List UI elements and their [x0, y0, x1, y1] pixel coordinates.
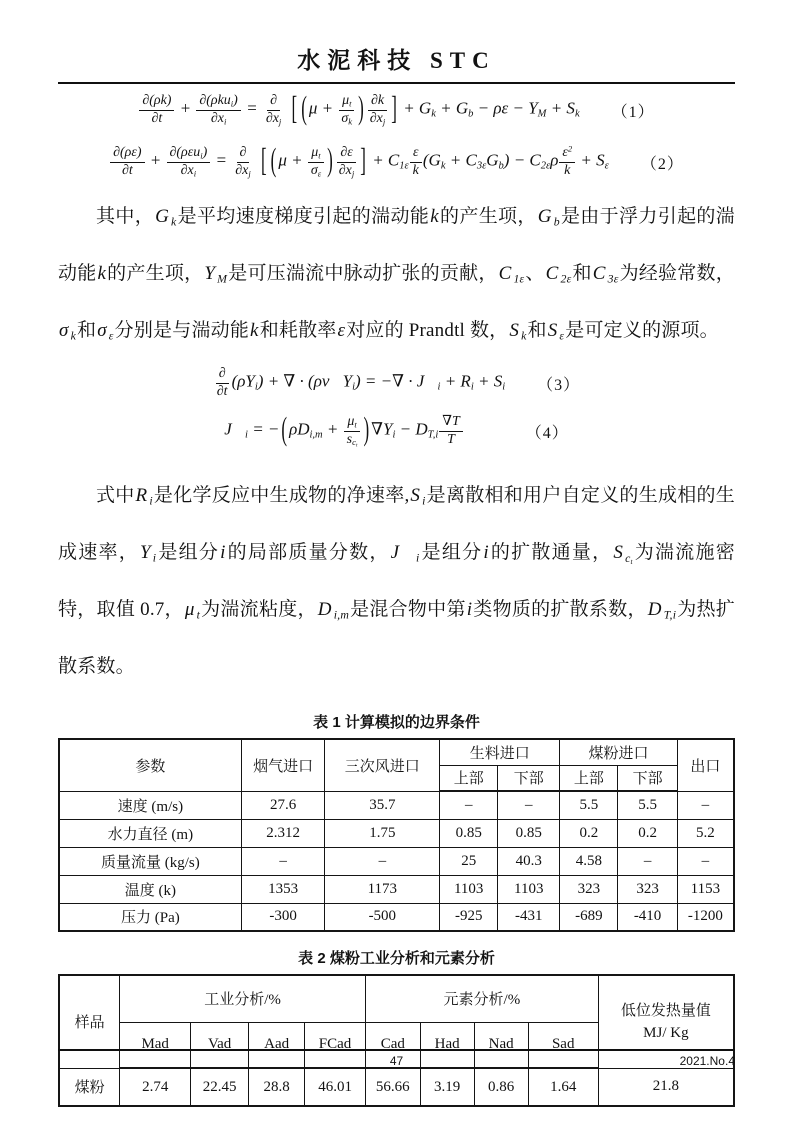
table-cell: 5.5	[560, 791, 618, 819]
table-header-row	[59, 975, 734, 1022]
header-cell-tertiary-air-inlet: 三次风进口	[325, 739, 440, 791]
row-label: 速度 (m/s)	[59, 791, 241, 819]
equation-3-number: （3）	[537, 376, 581, 394]
boundary-conditions-table	[58, 738, 735, 932]
row-label: 质量流量 (kg/s)	[59, 847, 241, 875]
table1-header	[59, 739, 734, 791]
row-label: 压力 (Pa)	[59, 903, 241, 931]
table-cell: 22.45	[191, 1068, 249, 1106]
header-cell-raw-meal-inlet: 生料进口	[440, 739, 560, 765]
journal-title: 水泥科技 STC	[297, 48, 496, 73]
table-cell: 5.2	[677, 819, 734, 847]
table-cell: 1173	[325, 875, 440, 903]
table1-caption: 表 1 计算模拟的边界条件	[313, 714, 480, 731]
equation-3	[58, 359, 735, 407]
issue-label: 2021.No.4	[679, 1054, 735, 1068]
table-row	[59, 875, 734, 903]
table-cell: 5.5	[618, 791, 677, 819]
table-cell: –	[618, 847, 677, 875]
table-cell: –	[498, 791, 560, 819]
table-cell: 1.75	[325, 819, 440, 847]
header-cell-lower: 下部	[618, 765, 677, 791]
equation-3-formula: $\frac{\partial}{\partial t}$ $(\rho Y_i)$ + ∇ · $(\rho v⃗Y_i)$ = −∇ · $J⃗_i + R_i + S_i$	[216, 366, 506, 399]
table-cell: 27.6	[241, 791, 325, 819]
table-cell: -410	[618, 903, 677, 931]
table-cell: –	[677, 791, 734, 819]
table-cell: -925	[440, 903, 498, 931]
table-cell: 0.2	[560, 819, 618, 847]
table-cell: -689	[560, 903, 618, 931]
table2-body	[59, 1068, 734, 1106]
header-cell-cad: Cad	[365, 1022, 420, 1068]
lhv-label-line2: MJ/ Kg	[643, 1024, 689, 1041]
table-cell: 0.2	[618, 819, 677, 847]
header-cell-aad: Aad	[249, 1022, 305, 1068]
page-number: 47	[389, 1054, 404, 1068]
table-row	[59, 819, 734, 847]
footer-row	[58, 1054, 735, 1068]
body-paragraph-1: 其中，G $_k$是平均速度梯度引起的湍动能k的产生项，G $_b$是由于浮力引起的湍动能k的产生项，Y $_M$是可压湍流中脉动扩张的贡献，C $_{1\varepsilon}$、C $_{2\varepsilon}$和C $_{3\varepsilon}$为经验常数，σ $_k$和σ $_\varepsilon$分别是与湍动能k和耗散率ε对应的 Prandtl 数，S $_k$和S $_\varepsilon$是可定义的源项。	[58, 206, 735, 343]
table-cell: 4.58	[560, 847, 618, 875]
row-label: 温度 (k)	[59, 875, 241, 903]
header-cell-flue-gas-inlet: 烟气进口	[241, 739, 325, 791]
table-cell: -431	[498, 903, 560, 931]
equation-4-formula: $J⃗_i$ = − ( $\rho D_{i,m}$ + $\frac{\mu_t}{s_{c_t}}$ ) $\nabla Y_i - D_{T,i}$ $\frac{\nabla T}{T}$	[224, 414, 464, 447]
equation-1-number: （1）	[611, 103, 655, 121]
table-cell: 25	[440, 847, 498, 875]
table-cell: 0.85	[440, 819, 498, 847]
header-cell-outlet: 出口	[677, 739, 734, 791]
row-label: 水力直径 (m)	[59, 819, 241, 847]
row-label: 煤粉	[59, 1068, 120, 1106]
coal-analysis-table	[58, 974, 735, 1107]
footer-rule	[58, 1049, 735, 1051]
header-cell-upper: 上部	[440, 765, 498, 791]
header-cell-param: 参数	[59, 739, 241, 791]
header-cell-coal-inlet: 煤粉进口	[560, 739, 677, 765]
header-cell-ultimate-analysis: 元素分析/%	[365, 975, 598, 1022]
table-cell: 0.86	[474, 1068, 528, 1106]
table-cell: 2.74	[120, 1068, 191, 1106]
table-cell: 1103	[498, 875, 560, 903]
header-cell-fcad: FCad	[305, 1022, 366, 1068]
lhv-label-line1: 低位发热量值	[620, 1002, 711, 1019]
table1-body	[59, 791, 734, 931]
header-cell-upper: 上部	[560, 765, 618, 791]
table-cell: 1.64	[528, 1068, 598, 1106]
header-cell-lower: 下部	[498, 765, 560, 791]
table-cell: 35.7	[325, 791, 440, 819]
table-cell: -500	[325, 903, 440, 931]
header-cell-vad: Vad	[191, 1022, 249, 1068]
equation-2	[58, 136, 735, 188]
table-cell: -1200	[677, 903, 734, 931]
table-cell: 323	[618, 875, 677, 903]
equation-2-formula: $\frac{\partial(\rho\varepsilon)}{\partial t}$ + $\frac{\partial(\rho\varepsilon u_i)}{\partial x_i}$ = $\frac{\partial}{\partial x_j}$ [ ( μ + $\frac{\mu_t}{\sigma_\varepsilon}$ ) $\frac{\partial\varepsilon}{\partial x_j}$ ] + $C_{1\varepsilon}$ $\frac{\varepsilon}{k}$ $(G_k + C_{3\varepsilon}G_b) - C_{2\varepsilon}\rho$ $\frac{\varepsilon^2}{k}$ + $S_\varepsilon$	[109, 145, 609, 178]
table-row	[59, 903, 734, 931]
body-paragraph-2: 式中R $_i$是化学反应中生成物的净速率,S $_i$是离散相和用户自定义的生成相的生成速率，Y $_i$是组分i的局部质量分数，J⃗ $_i$是组分i的扩散通量，S $_{c_t}$为湍流施密特，取值 0.7，μ $_t$为湍流粘度，D $_{i,m}$是混合物中第i类物质的扩散系数，D $_{T,i}$为热扩散系数。	[58, 485, 735, 677]
table-cell: 1353	[241, 875, 325, 903]
header-cell-nad: Nad	[474, 1022, 528, 1068]
equation-4-number: （4）	[525, 424, 569, 442]
table-cell: 1103	[440, 875, 498, 903]
table-cell: –	[440, 791, 498, 819]
table-cell: 1153	[677, 875, 734, 903]
page-footer	[58, 1049, 735, 1068]
table-row	[59, 847, 734, 875]
equation-2-number: （2）	[640, 155, 684, 173]
table-cell: 3.19	[420, 1068, 474, 1106]
table-cell: -300	[241, 903, 325, 931]
table-header-row	[59, 739, 734, 765]
table-row	[59, 791, 734, 819]
header-cell-proximate-analysis: 工业分析/%	[120, 975, 366, 1022]
table2-caption: 表 2 煤粉工业分析和元素分析	[298, 950, 495, 967]
table-cell: 28.8	[249, 1068, 305, 1106]
table-cell: 56.66	[365, 1068, 420, 1106]
table-cell: 323	[560, 875, 618, 903]
table-cell: 2.312	[241, 819, 325, 847]
table-cell: 0.85	[498, 819, 560, 847]
equation-1-formula: $\frac{\partial(\rho k)}{\partial t}$ + $\frac{\partial(\rho ku_i)}{\partial x_i}$ = $\frac{\partial}{\partial x_j}$ [ ( μ + $\frac{\mu_t}{\sigma_k}$ ) $\frac{\partial k}{\partial x_j}$ ] + $G_k + G_b - \rho\varepsilon - Y_M + S_k$	[138, 93, 579, 126]
header-cell-had: Had	[420, 1022, 474, 1068]
table-cell: 21.8	[598, 1068, 734, 1106]
equation-1	[58, 84, 735, 136]
table-cell: –	[241, 847, 325, 875]
equation-4	[58, 407, 735, 455]
header-cell-mad: Mad	[120, 1022, 191, 1068]
table-cell: 40.3	[498, 847, 560, 875]
table-cell: –	[677, 847, 734, 875]
header-cell-sad: Sad	[528, 1022, 598, 1068]
table-cell: 46.01	[305, 1068, 366, 1106]
table-cell: –	[325, 847, 440, 875]
table-row	[59, 1068, 734, 1106]
header-cell-sample: 样品	[59, 975, 120, 1068]
